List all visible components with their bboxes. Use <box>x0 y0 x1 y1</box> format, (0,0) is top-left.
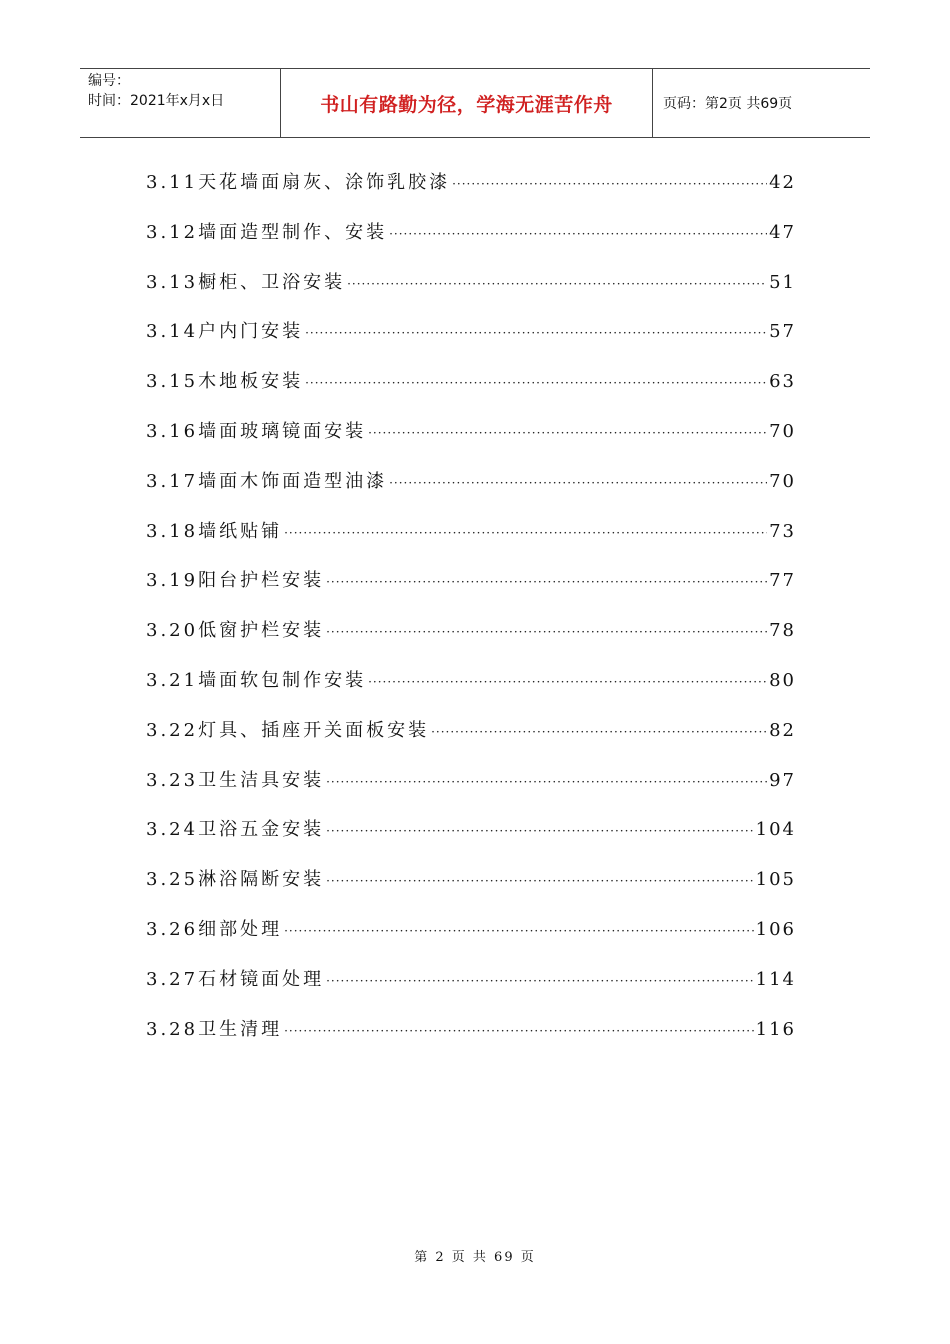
toc-entry-label: 3.21墙面软包制作安装 <box>146 669 367 691</box>
toc-entry-label: 3.13橱柜、卫浴安装 <box>146 271 346 293</box>
toc-dot-leader <box>452 159 767 209</box>
toc-entry-page-number: 70 <box>769 420 796 442</box>
toc-entry-page-number: 70 <box>769 470 796 492</box>
page-footer: 第 2 页 共 69 页 <box>414 1250 536 1265</box>
toc-entry-page-number: 104 <box>755 819 796 841</box>
header-page-info: 页码：第2页 共69页 <box>663 96 793 112</box>
toc-entry-page-number: 82 <box>769 719 796 741</box>
toc-dot-leader <box>431 707 767 757</box>
toc-entry-label: 3.19阳台护栏安装 <box>146 570 325 592</box>
toc-entry-page-number: 77 <box>769 570 796 592</box>
toc-entry-page-number: 78 <box>769 620 796 642</box>
toc-dot-leader <box>305 358 767 408</box>
toc-entry-label: 3.11天花墙面扇灰、涂饰乳胶漆 <box>146 172 451 193</box>
toc-dot-leader <box>284 508 767 558</box>
toc-entry[interactable] <box>146 507 796 557</box>
toc-entry-label: 3.14户内门安装 <box>146 321 304 343</box>
time-label: 时间：2021年x月x日 <box>88 93 225 109</box>
toc-entry[interactable] <box>146 606 796 656</box>
header-meta <box>80 69 281 137</box>
toc-entry[interactable] <box>146 1005 796 1055</box>
toc-dot-leader <box>326 806 754 856</box>
header-motto: 书山有路勤为径，学海无涯苦作舟 <box>281 69 653 137</box>
toc-entry-label: 3.25淋浴隔断安装 <box>146 869 325 891</box>
toc-dot-leader <box>284 1006 754 1056</box>
toc-entry[interactable] <box>146 457 796 507</box>
toc-entry[interactable] <box>146 208 796 258</box>
toc-dot-leader <box>284 906 754 956</box>
toc-entry-label: 3.15木地板安装 <box>146 371 304 393</box>
toc-dot-leader <box>326 856 754 906</box>
toc-entry-label: 3.18墙纸贴铺 <box>146 520 283 542</box>
toc-entry[interactable] <box>146 407 796 457</box>
toc-entry-page-number: 57 <box>769 321 796 343</box>
toc-entry-page-number: 42 <box>769 172 796 193</box>
toc-entry[interactable] <box>146 656 796 706</box>
toc-entry[interactable] <box>146 855 796 905</box>
toc-entry-label: 3.26细部处理 <box>146 918 283 940</box>
toc-entry-label: 3.22灯具、插座开关面板安装 <box>146 719 430 741</box>
number-label: 编号： <box>88 73 130 89</box>
toc-entry[interactable] <box>146 158 796 208</box>
toc-dot-leader <box>326 757 767 807</box>
toc-entry[interactable] <box>146 357 796 407</box>
toc-dot-leader <box>389 209 767 259</box>
toc-entry[interactable] <box>146 258 796 308</box>
toc-entry[interactable] <box>146 905 796 955</box>
toc-entry-label: 3.23卫生洁具安装 <box>146 769 325 791</box>
toc-entry-page-number: 106 <box>755 918 796 940</box>
toc-entry[interactable] <box>146 556 796 606</box>
toc-entry-page-number: 97 <box>769 769 796 791</box>
toc-entry-label: 3.24卫浴五金安装 <box>146 819 325 841</box>
toc-dot-leader <box>326 607 767 657</box>
table-of-contents <box>146 158 796 1054</box>
toc-entry-page-number: 63 <box>769 371 796 393</box>
toc-entry-label: 3.28卫生清理 <box>146 1018 283 1040</box>
toc-dot-leader <box>389 458 767 508</box>
toc-entry-page-number: 51 <box>769 271 796 293</box>
toc-dot-leader <box>368 657 767 707</box>
toc-dot-leader <box>326 557 767 607</box>
toc-dot-leader <box>326 956 754 1006</box>
toc-entry-label: 3.20低窗护栏安装 <box>146 620 325 642</box>
toc-entry-label: 3.17墙面木饰面造型油漆 <box>146 470 388 492</box>
toc-entry-label: 3.27石材镜面处理 <box>146 968 325 990</box>
toc-entry-page-number: 73 <box>769 520 796 542</box>
toc-entry-label: 3.12墙面造型制作、安装 <box>146 221 388 243</box>
toc-dot-leader <box>305 308 767 358</box>
toc-dot-leader <box>368 408 767 458</box>
toc-entry-page-number: 105 <box>755 869 796 891</box>
page-header <box>80 68 870 138</box>
toc-dot-leader <box>347 259 767 309</box>
toc-entry[interactable] <box>146 805 796 855</box>
toc-entry[interactable] <box>146 706 796 756</box>
toc-entry-label: 3.16墙面玻璃镜面安装 <box>146 420 367 442</box>
toc-entry[interactable] <box>146 307 796 357</box>
toc-entry-page-number: 114 <box>755 968 796 990</box>
toc-entry-page-number: 116 <box>755 1018 796 1040</box>
toc-entry-page-number: 47 <box>769 221 796 243</box>
toc-entry[interactable] <box>146 756 796 806</box>
toc-entry-page-number: 80 <box>769 669 796 691</box>
toc-entry[interactable] <box>146 955 796 1005</box>
